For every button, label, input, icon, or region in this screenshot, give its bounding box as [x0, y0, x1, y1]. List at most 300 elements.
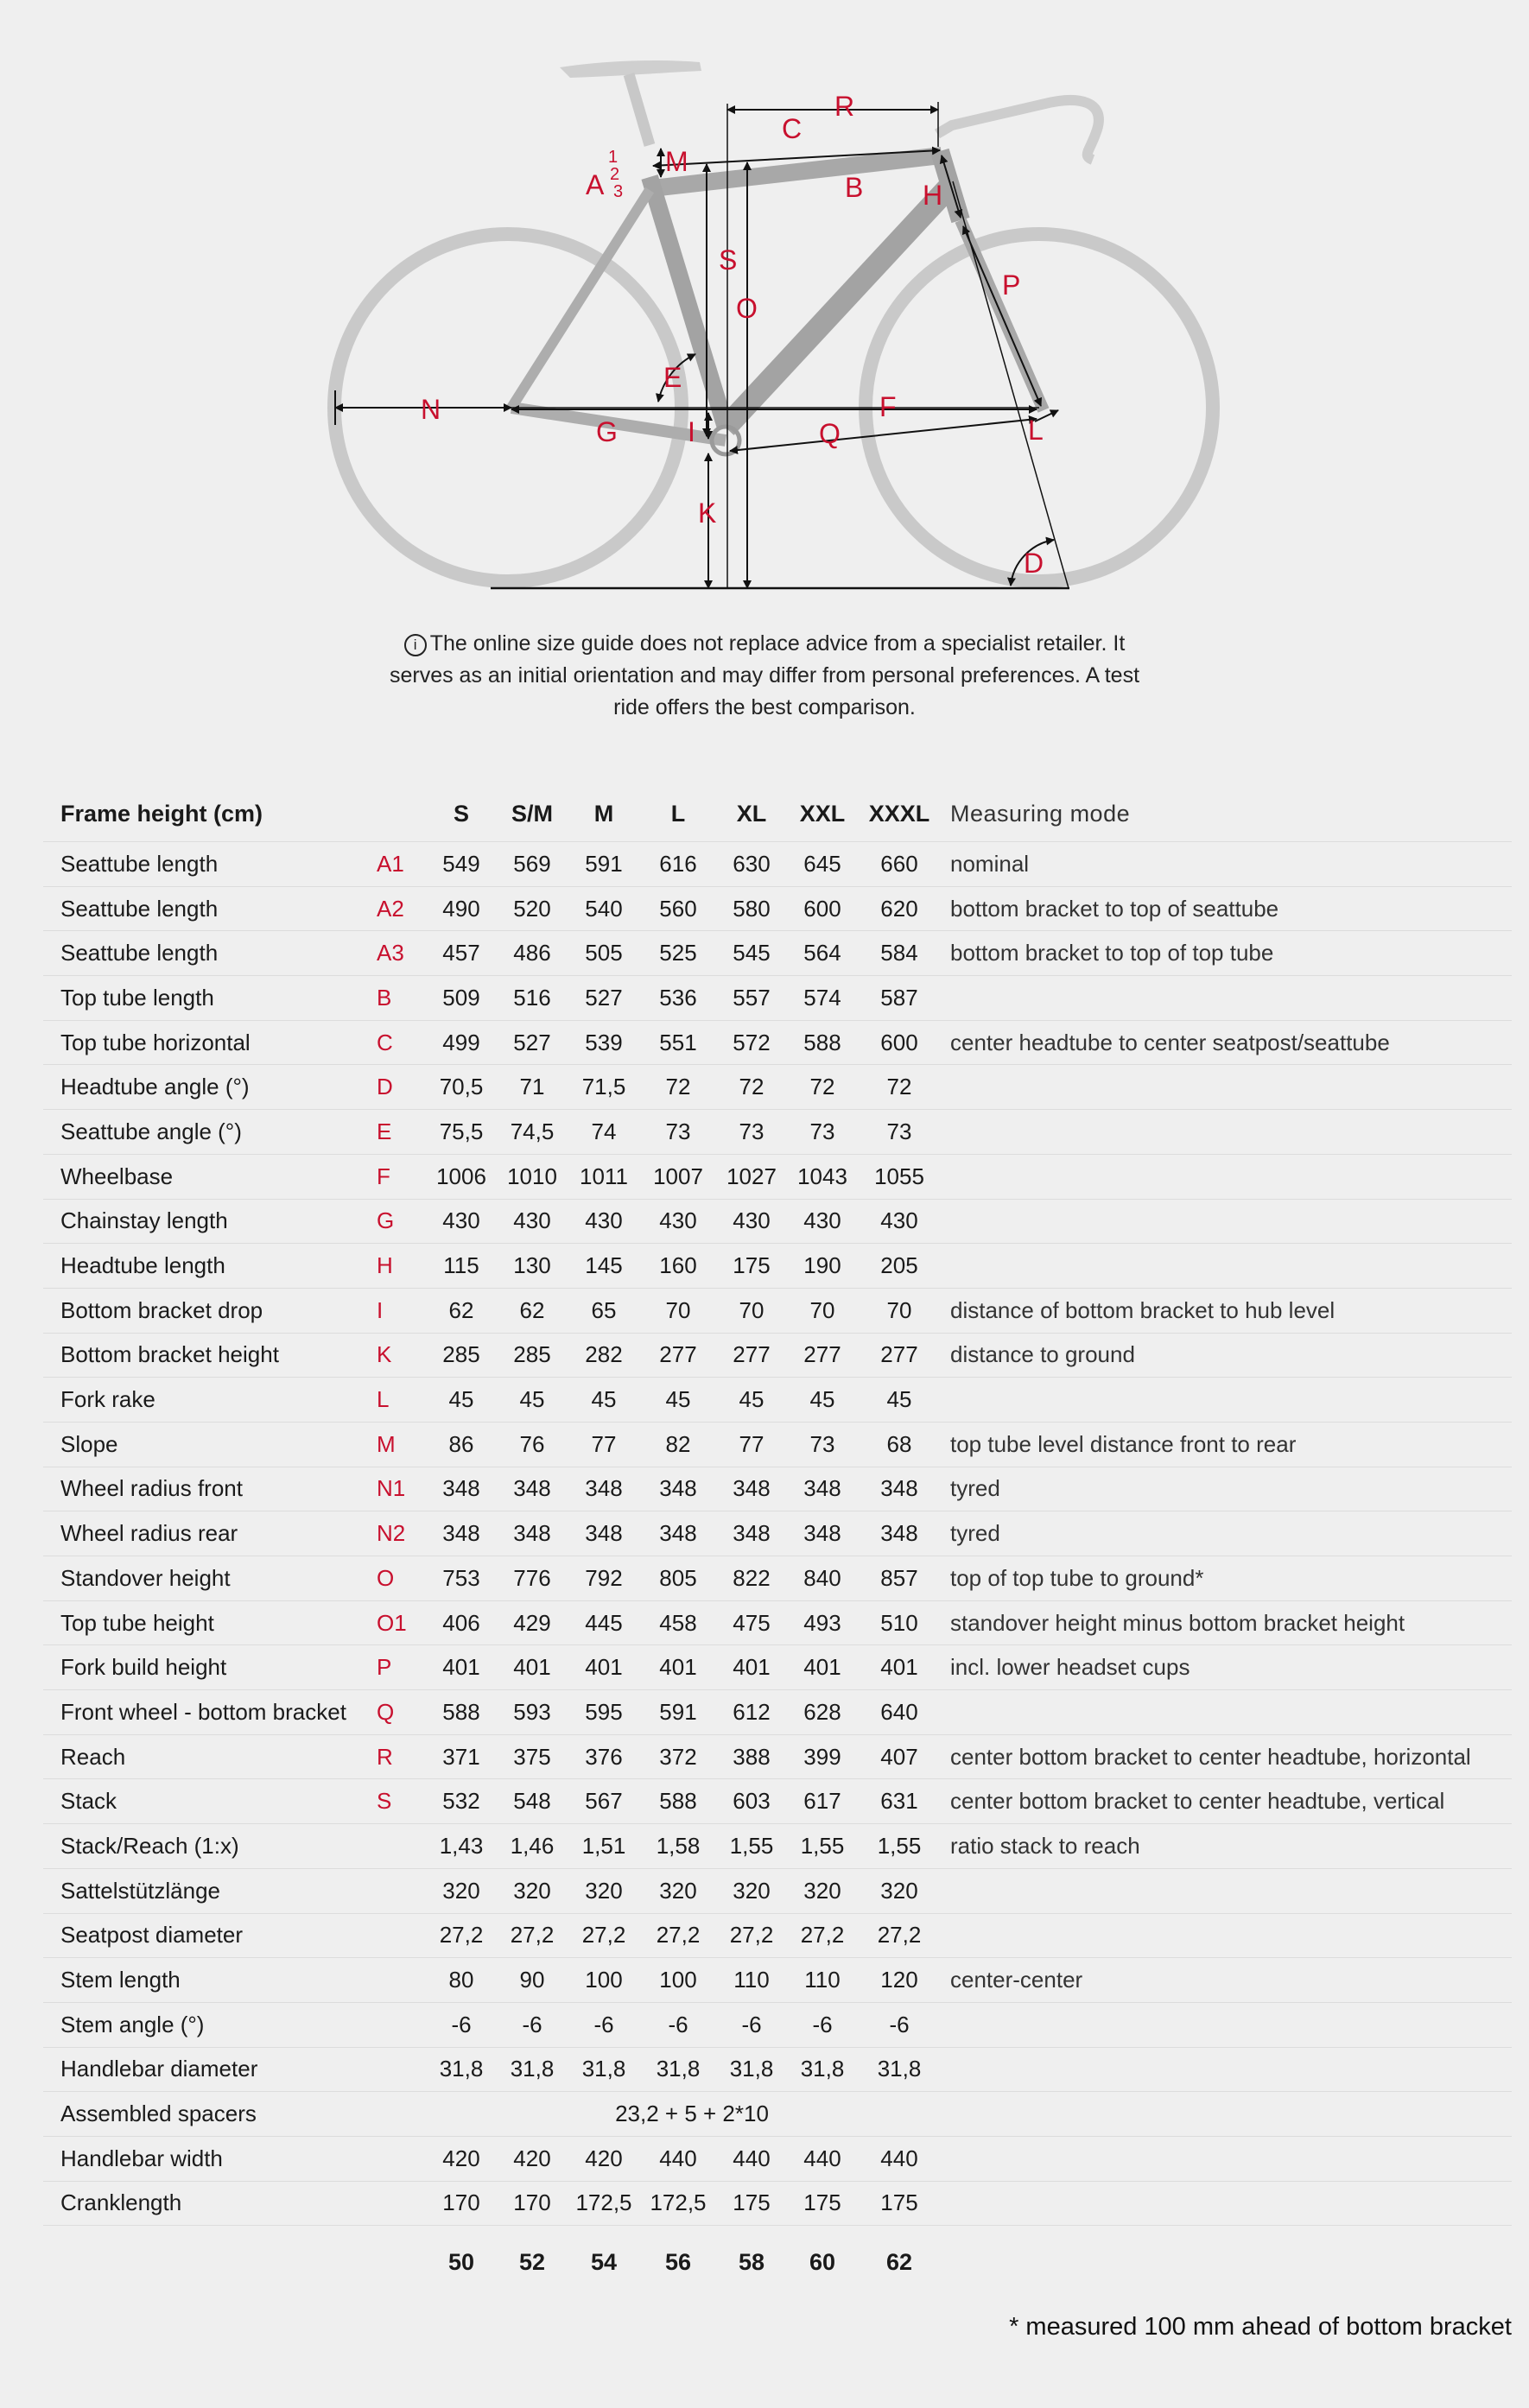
- row-measuring-mode: bottom bracket to top of top tube: [950, 940, 1274, 966]
- frame-size-value: 58: [738, 2248, 765, 2275]
- table-row: [43, 1154, 1512, 1199]
- label-d: D: [1024, 548, 1044, 579]
- row-value: 71: [519, 1074, 545, 1100]
- row-label: Top tube length: [60, 984, 214, 1011]
- table-header-row: [43, 786, 1512, 842]
- row-value: 277: [733, 1341, 771, 1368]
- table-row: [43, 1467, 1512, 1511]
- row-value: 792: [585, 1564, 623, 1591]
- row-value: 348: [513, 1475, 551, 1502]
- row-label: Seattube length: [60, 850, 219, 877]
- row-label: Seattube length: [60, 895, 219, 922]
- row-value: 175: [733, 1252, 771, 1279]
- row-value: 603: [733, 1788, 771, 1815]
- row-value: 371: [442, 1743, 480, 1770]
- row-measuring-mode: bottom bracket to top of seattube: [950, 895, 1279, 922]
- row-measuring-mode: tyred: [950, 1520, 1000, 1547]
- row-value: 509: [442, 984, 480, 1011]
- row-label: Cranklength: [60, 2189, 182, 2216]
- row-value: 1006: [436, 1163, 486, 1189]
- row-value: 90: [519, 1967, 545, 1993]
- table-row: [43, 1511, 1512, 1556]
- row-label: Sattelstützlänge: [60, 1877, 221, 1904]
- row-value: 420: [585, 2145, 623, 2171]
- row-value: 31,8: [800, 2056, 845, 2082]
- row-value: 493: [803, 1609, 841, 1636]
- row-value: 70: [886, 1296, 912, 1323]
- row-label: Headtube angle (°): [60, 1074, 250, 1100]
- row-value: 401: [442, 1654, 480, 1681]
- table-row: [43, 1288, 1512, 1333]
- row-code: I: [377, 1296, 384, 1323]
- row-value: 630: [733, 850, 771, 877]
- row-value: 73: [886, 1118, 912, 1144]
- label-a1: 1: [608, 148, 619, 167]
- row-value: 31,8: [656, 2056, 701, 2082]
- label-k: K: [698, 497, 717, 529]
- table-row: [43, 842, 1512, 887]
- row-value: 440: [803, 2145, 841, 2171]
- row-value: 620: [880, 895, 918, 922]
- row-value: 430: [442, 1207, 480, 1234]
- row-code: N1: [377, 1475, 406, 1502]
- row-value: 527: [513, 1029, 551, 1055]
- row-value: 348: [803, 1520, 841, 1547]
- row-measuring-mode: [942, 2002, 1512, 2047]
- row-value: 27,2: [510, 1922, 555, 1949]
- row-value: 27,2: [877, 1922, 922, 1949]
- merged-value: 23,2 + 5 + 2*10: [615, 2101, 769, 2127]
- row-value: 110: [804, 1967, 841, 1993]
- row-value: 588: [803, 1029, 841, 1055]
- row-value: 430: [803, 1207, 841, 1234]
- row-value: 1027: [726, 1163, 777, 1189]
- table-row: [43, 1333, 1512, 1378]
- row-label: Seattube length: [60, 940, 219, 966]
- row-measuring-mode: center bottom bracket to center headtube, horizontal: [950, 1743, 1471, 1770]
- row-value: 564: [803, 940, 841, 966]
- table-row: [43, 1556, 1512, 1601]
- row-value: 591: [659, 1698, 697, 1725]
- row-value: 584: [880, 940, 918, 966]
- row-label: Wheelbase: [60, 1163, 174, 1189]
- row-value: 600: [880, 1029, 918, 1055]
- row-value: 170: [442, 2189, 480, 2216]
- row-value: 399: [803, 1743, 841, 1770]
- row-value: 348: [733, 1520, 771, 1547]
- row-value: 348: [585, 1475, 623, 1502]
- table-row: [43, 1065, 1512, 1110]
- table-row: [43, 2181, 1512, 2226]
- row-code: O1: [377, 1609, 407, 1636]
- frame-size-footer-row: [43, 2226, 1512, 2298]
- row-label: Handlebar diameter: [60, 2056, 258, 2082]
- size-header: S/M: [511, 800, 553, 827]
- frame-size-value: 62: [885, 2248, 913, 2275]
- row-value: 430: [513, 1207, 551, 1234]
- row-value: 70,5: [439, 1074, 484, 1100]
- row-value: 551: [659, 1029, 697, 1055]
- row-code: F: [377, 1163, 390, 1189]
- row-code: [375, 1913, 425, 1958]
- row-code: [375, 2181, 425, 2226]
- row-value: 840: [803, 1564, 841, 1591]
- label-a: A: [586, 169, 605, 200]
- row-value: 277: [659, 1341, 697, 1368]
- row-value: 549: [442, 850, 480, 877]
- row-value: 401: [733, 1654, 771, 1681]
- row-measuring-mode: [942, 1110, 1512, 1155]
- row-value: 420: [513, 2145, 551, 2171]
- row-value: 406: [442, 1609, 480, 1636]
- row-value: 1,55: [877, 1832, 922, 1859]
- size-header: XXL: [799, 800, 846, 827]
- row-value: 348: [442, 1475, 480, 1502]
- row-measuring-mode: distance to ground: [950, 1341, 1135, 1368]
- row-measuring-mode: tyred: [950, 1475, 1000, 1502]
- row-value: 348: [803, 1475, 841, 1502]
- row-value: -6: [451, 2011, 472, 2037]
- row-value: 100: [659, 1967, 697, 1993]
- row-value: 348: [733, 1475, 771, 1502]
- table-row: [43, 1199, 1512, 1244]
- row-code: Q: [377, 1698, 395, 1725]
- row-value: 805: [659, 1564, 697, 1591]
- row-value: 80: [448, 1967, 474, 1993]
- row-value: 490: [442, 895, 480, 922]
- row-value: -6: [668, 2011, 688, 2037]
- size-header: XL: [736, 800, 767, 827]
- row-measuring-mode: [942, 2181, 1512, 2226]
- row-measuring-mode: [942, 1199, 1512, 1244]
- row-label: Front wheel - bottom bracket: [60, 1698, 346, 1725]
- row-value: 86: [448, 1430, 474, 1457]
- row-value: 285: [442, 1341, 480, 1368]
- table-row: [43, 1110, 1512, 1155]
- row-measuring-mode: [942, 1065, 1512, 1110]
- row-label: Standover height: [60, 1564, 231, 1591]
- row-value: 401: [585, 1654, 623, 1681]
- row-label: Bottom bracket height: [60, 1341, 279, 1368]
- table-row: [43, 1958, 1512, 2003]
- row-value: 72: [739, 1074, 764, 1100]
- row-value: 1,55: [729, 1832, 774, 1859]
- frame-height-header: Frame height (cm): [60, 800, 263, 827]
- row-value: 600: [803, 895, 841, 922]
- row-value: 70: [665, 1296, 691, 1323]
- table-row: [43, 1645, 1512, 1690]
- table-row: [43, 1868, 1512, 1913]
- row-value: 45: [591, 1386, 617, 1413]
- label-a2: 2: [610, 165, 620, 184]
- row-value: 588: [442, 1698, 480, 1725]
- row-measuring-mode: incl. lower headset cups: [950, 1654, 1190, 1681]
- row-value: 591: [585, 850, 623, 877]
- row-code: [375, 1824, 425, 1869]
- frame-size-value: 54: [590, 2248, 618, 2275]
- row-value: 574: [803, 984, 841, 1011]
- seat-stay: [511, 190, 650, 408]
- row-measuring-mode: [942, 2047, 1512, 2092]
- row-code: C: [377, 1029, 393, 1055]
- row-code: [375, 2047, 425, 2092]
- row-value: 71,5: [581, 1074, 626, 1100]
- row-value: -6: [812, 2011, 833, 2037]
- row-label: Fork rake: [60, 1386, 155, 1413]
- row-value: 545: [733, 940, 771, 966]
- row-code: [375, 2092, 425, 2137]
- row-value: 430: [585, 1207, 623, 1234]
- row-value: 1055: [874, 1163, 924, 1189]
- row-value: 1010: [507, 1163, 557, 1189]
- geometry-table: [43, 786, 1512, 2298]
- row-value: 593: [513, 1698, 551, 1725]
- row-value: 175: [803, 2189, 841, 2216]
- footer-spacer: [942, 2226, 1512, 2298]
- row-value: 401: [880, 1654, 918, 1681]
- frame-size-value: 52: [518, 2248, 546, 2275]
- row-code: [375, 2136, 425, 2181]
- row-value: 510: [880, 1609, 918, 1636]
- row-label: Top tube horizontal: [60, 1029, 251, 1055]
- row-code: N2: [377, 1520, 406, 1547]
- row-value: 72: [886, 1074, 912, 1100]
- row-value: 277: [803, 1341, 841, 1368]
- row-value: 320: [442, 1877, 480, 1904]
- row-value: 76: [519, 1430, 545, 1457]
- row-value: 532: [442, 1788, 480, 1815]
- row-label: Wheel radius rear: [60, 1520, 238, 1547]
- disclaimer-text: The online size guide does not replace advice from a specialist retailer. It serves as an initial orientation and may differ from personal preferences. A test ride offers the best comparison.: [389, 631, 1140, 719]
- row-value: 70: [739, 1296, 764, 1323]
- row-measuring-mode: [942, 1154, 1512, 1199]
- row-value: 1,43: [439, 1832, 484, 1859]
- row-value: 612: [733, 1698, 771, 1725]
- row-measuring-mode: ratio stack to reach: [950, 1832, 1140, 1859]
- row-value: 31,8: [729, 2056, 774, 2082]
- table-body: [43, 842, 1512, 2226]
- row-measuring-mode: [942, 1690, 1512, 1735]
- row-value: 27,2: [656, 1922, 701, 1949]
- row-label: Slope: [60, 1430, 118, 1457]
- row-value: 557: [733, 984, 771, 1011]
- size-header: XXXL: [868, 800, 930, 827]
- row-value: 348: [880, 1475, 918, 1502]
- row-value: 640: [880, 1698, 918, 1725]
- row-value: 65: [591, 1296, 617, 1323]
- row-value: 372: [659, 1743, 697, 1770]
- table-row: [43, 1734, 1512, 1779]
- footnote: * measured 100 mm ahead of bottom bracket: [1009, 2313, 1512, 2341]
- row-value: 595: [585, 1698, 623, 1725]
- row-value: 70: [809, 1296, 835, 1323]
- row-label: Chainstay length: [60, 1207, 228, 1234]
- row-value: 320: [733, 1877, 771, 1904]
- row-value: 74: [591, 1118, 617, 1144]
- row-value: 205: [880, 1252, 918, 1279]
- size-header: L: [670, 800, 686, 827]
- row-value: 72: [809, 1074, 835, 1100]
- dim-p: [963, 226, 1041, 406]
- table-row: [43, 931, 1512, 976]
- table-row: [43, 1244, 1512, 1289]
- row-value: 430: [659, 1207, 697, 1234]
- table-row: [43, 1378, 1512, 1423]
- row-value: 45: [665, 1386, 691, 1413]
- row-measuring-mode: [942, 1868, 1512, 1913]
- row-value: 62: [519, 1296, 545, 1323]
- row-code: [375, 2002, 425, 2047]
- row-value: 1,58: [656, 1832, 701, 1859]
- row-value: 429: [513, 1609, 551, 1636]
- row-value: 320: [880, 1877, 918, 1904]
- table-row: [43, 2092, 1512, 2137]
- frame-size-value: 56: [664, 2248, 692, 2275]
- table-row: [43, 1824, 1512, 1869]
- frame-size-value: 60: [809, 2248, 836, 2275]
- row-value: 628: [803, 1698, 841, 1725]
- row-measuring-mode: [942, 2092, 1512, 2137]
- row-value: 536: [659, 984, 697, 1011]
- row-code: A2: [377, 895, 404, 922]
- row-value: 525: [659, 940, 697, 966]
- row-label: Handlebar width: [60, 2145, 223, 2171]
- row-value: -6: [889, 2011, 910, 2037]
- row-value: -6: [522, 2011, 542, 2037]
- table-row: [43, 1600, 1512, 1645]
- row-label: Stem angle (°): [60, 2011, 205, 2037]
- row-value: 569: [513, 850, 551, 877]
- label-n: N: [421, 394, 441, 425]
- handlebar: [937, 100, 1099, 160]
- row-measuring-mode: [942, 2136, 1512, 2181]
- row-value: 375: [513, 1743, 551, 1770]
- row-measuring-mode: distance of bottom bracket to hub level: [950, 1296, 1335, 1323]
- label-q: Q: [819, 418, 841, 449]
- label-e: E: [663, 362, 682, 393]
- table-row: [43, 2136, 1512, 2181]
- row-value: 68: [886, 1430, 912, 1457]
- row-code: R: [377, 1743, 393, 1770]
- label-h: H: [923, 180, 943, 211]
- row-value: 172,5: [575, 2189, 632, 2216]
- info-icon: i: [404, 634, 427, 656]
- row-value: 616: [659, 850, 697, 877]
- row-value: 320: [585, 1877, 623, 1904]
- table-row: [43, 1422, 1512, 1467]
- label-s: S: [719, 244, 738, 276]
- row-value: 175: [733, 2189, 771, 2216]
- row-label: Seatpost diameter: [60, 1922, 244, 1949]
- row-value: 645: [803, 850, 841, 877]
- row-value: 348: [442, 1520, 480, 1547]
- row-code: A3: [377, 940, 404, 966]
- row-value: 27,2: [439, 1922, 484, 1949]
- row-code: H: [377, 1252, 393, 1279]
- row-label: Headtube length: [60, 1252, 225, 1279]
- row-value: 31,8: [581, 2056, 626, 2082]
- label-p: P: [1002, 269, 1021, 301]
- row-label: Assembled spacers: [60, 2101, 257, 2127]
- label-r: R: [834, 91, 855, 122]
- row-value: 82: [665, 1430, 691, 1457]
- row-value: 1,55: [800, 1832, 845, 1859]
- row-value: 130: [513, 1252, 551, 1279]
- row-value: 27,2: [800, 1922, 845, 1949]
- row-value: 516: [513, 984, 551, 1011]
- row-measuring-mode: [942, 1244, 1512, 1289]
- row-value: 1,51: [581, 1832, 626, 1859]
- row-value: 440: [659, 2145, 697, 2171]
- label-l: L: [1028, 415, 1044, 446]
- row-measuring-mode: top of top tube to ground*: [950, 1564, 1204, 1591]
- row-code: M: [377, 1430, 396, 1457]
- row-value: 110: [733, 1967, 770, 1993]
- row-value: 348: [659, 1520, 697, 1547]
- table-row: [43, 976, 1512, 1021]
- row-value: 77: [739, 1430, 764, 1457]
- row-value: 160: [659, 1252, 697, 1279]
- row-code: [375, 1958, 425, 2003]
- row-label: Stem length: [60, 1967, 181, 1993]
- row-value: 401: [659, 1654, 697, 1681]
- row-value: 190: [803, 1252, 841, 1279]
- row-value: 75,5: [439, 1118, 484, 1144]
- table-row: [43, 2002, 1512, 2047]
- row-value: 587: [880, 984, 918, 1011]
- label-g: G: [596, 416, 618, 447]
- row-value: 170: [513, 2189, 551, 2216]
- row-value: 548: [513, 1788, 551, 1815]
- row-value: 320: [513, 1877, 551, 1904]
- row-value: 857: [880, 1564, 918, 1591]
- row-value: 401: [513, 1654, 551, 1681]
- row-measuring-mode: standover height minus bottom bracket height: [950, 1609, 1405, 1636]
- row-measuring-mode: [942, 1913, 1512, 1958]
- row-label: Reach: [60, 1743, 126, 1770]
- row-value: 475: [733, 1609, 771, 1636]
- code-header: [375, 786, 425, 842]
- row-value: 277: [880, 1341, 918, 1368]
- row-value: 539: [585, 1029, 623, 1055]
- row-value: 458: [659, 1609, 697, 1636]
- row-value: 45: [519, 1386, 545, 1413]
- row-value: 407: [880, 1743, 918, 1770]
- row-value: 572: [733, 1029, 771, 1055]
- row-value: 62: [448, 1296, 474, 1323]
- row-value: 631: [880, 1788, 918, 1815]
- row-value: 580: [733, 895, 771, 922]
- row-code: K: [377, 1341, 392, 1368]
- row-code: D: [377, 1074, 393, 1100]
- row-value: 388: [733, 1743, 771, 1770]
- measuring-mode-header: Measuring mode: [950, 800, 1131, 827]
- row-value: 348: [659, 1475, 697, 1502]
- row-label: Fork build height: [60, 1654, 227, 1681]
- row-value: 348: [513, 1520, 551, 1547]
- row-value: 45: [886, 1386, 912, 1413]
- row-label: Bottom bracket drop: [60, 1296, 263, 1323]
- seatpost: [629, 74, 650, 145]
- row-code: B: [377, 984, 392, 1011]
- row-value: 320: [659, 1877, 697, 1904]
- row-value: 45: [448, 1386, 474, 1413]
- row-value: 1007: [653, 1163, 703, 1189]
- row-code: O: [377, 1564, 395, 1591]
- row-code: P: [377, 1654, 392, 1681]
- row-measuring-mode: top tube level distance front to rear: [950, 1430, 1297, 1457]
- row-measuring-mode: center bottom bracket to center headtube, vertical: [950, 1788, 1445, 1815]
